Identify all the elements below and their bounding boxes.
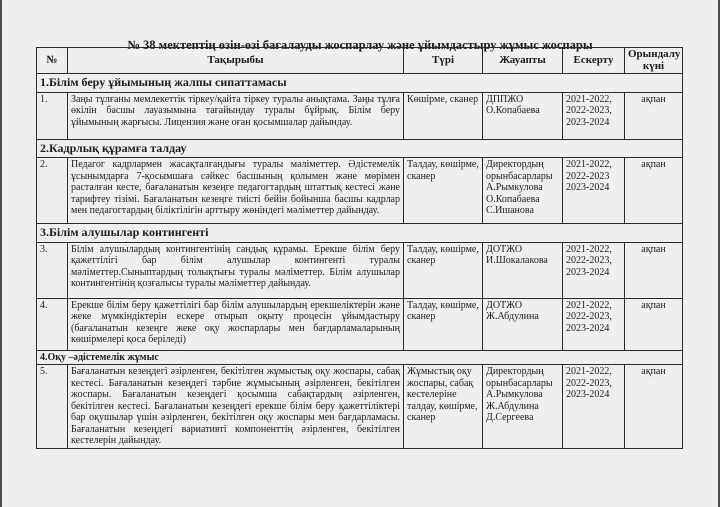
header-note: Ескерту [563,48,625,74]
row-num: 4. [37,298,68,350]
section-heading: 2.Кадрлық құрамға талдау [37,139,683,158]
row-type: Жұмыстық оқу жоспары, сабақ кестелеріне талдау, көшірме, сканер [404,365,483,449]
row-responsible: ДОТЖО Ж.Абдулина [483,298,563,350]
row-topic: Ерекше білім беру қажеттілігі бар білім алушылардың ерекшеліктерін және жеке мүмкіндіктерін ескере отырып оқыту процесін ұйымдастыру (бағаланатын кезеңге жеке оқу жоспарлары мен бағдарламаларының көшірмелері қоса беріледі) [68,298,404,350]
row-responsible: ДОТЖО И.Шокалакова [483,242,563,298]
row-topic: Білім алушылардың контингентінің сандық құрамы. Ерекше білім беру қажеттілігі бар білім алушылар контингенті туралы мәліметтер.Сыныптардың толықтығы туралы мәліметтер. Білім алушылар контингентінің қозғалысы туралы мәліметтер дайындау. [68,242,404,298]
row-note: 2021-2022, 2022-2023, 2023-2024 [563,298,625,350]
row-type: Талдау, көшірме, сканер [404,298,483,350]
table-row [37,92,683,139]
row-status: ақпан [625,298,683,350]
section-heading: 3.Білім алушылар контингенті [37,224,683,243]
header-num: № [37,48,68,74]
header-responsible: Жауапты [483,48,563,74]
document-page [2,0,718,507]
row-topic: Педагог кадрлармен жасақталғандығы туралы мәліметтер. Әдістемелік ұсынымдарға 7-қосымшаға сәйкес басшының қолымен және мөрімен расталған кесте, бағаланатын кезеңге педагогтардың штаттық кестесі және тарифтеу тізімі. Бағаланатын кезеңге тиісті бейін бойынша басшы кадрлар мен педагогтардың біліктілігін арттыру жөніндегі мәліметтер дайындау. [68,158,404,224]
row-note: 2021-2022, 2022-2023, 2023-2024 [563,242,625,298]
row-status: ақпан [625,92,683,139]
row-responsible: Директордың орынбасарлары А.Рымкулова Ж.Абдулина Д.Сергеева [483,365,563,449]
row-topic: Бағаланатын кезеңдегі әзірленген, бекітілген жұмыстық оқу жоспары, сабақ кестесі. Бағаланатын кезеңдегі тәрбие жұмысының әзірленген, бекітілген жоспары. Бағаланатын кезеңдегі қосымша сабақтардың әзірленген, бекітілген кестесі. Бағаланатын кезеңдегі ерекше білім беру қажеттіліктері бар оқушылар үшін әзірленген, бекітілген оқу жоспары мен бағдарламасы. Бағаланатын кезеңдегі вариативті компоненттің әзірленген, бекітілген кестелерін дайындау. [68,365,404,449]
row-type: Көшірме, сканер [404,92,483,139]
header-row [37,48,683,74]
table-row [37,242,683,298]
header-status: Орындалу күні [625,48,683,74]
row-responsible: ДППЖО О.Копабаева [483,92,563,139]
row-num: 2. [37,158,68,224]
row-status: ақпан [625,242,683,298]
row-responsible: Директордың орынбасарлары А.Рымкулова О.Копабаева С.Ишанова [483,158,563,224]
row-num: 5. [37,365,68,449]
header-topic: Тақырыбы [68,48,404,74]
header-type: Түрі [404,48,483,74]
row-num: 1. [37,92,68,139]
row-note: 2021-2022, 2022-2023, 2023-2024 [563,92,625,139]
section-heading: 4.Оқу –әдістемелік жұмыс [37,350,683,365]
row-type: Талдау, көшірме, сканер [404,158,483,224]
table-row [37,365,683,449]
section-heading: 1.Білім беру ұйымының жалпы сипаттамасы [37,74,683,93]
row-note: 2021-2022, 2022-2023, 2023-2024 [563,365,625,449]
row-status: ақпан [625,158,683,224]
table-row [37,298,683,350]
row-type: Талдау, көшірме, сканер [404,242,483,298]
row-status: ақпан [625,365,683,449]
page-title: № 38 мектептің өзін-өзі бағалауды жоспарлау және ұйымдастыру жұмыс жоспары [127,38,593,52]
row-num: 3. [37,242,68,298]
table-row [37,158,683,224]
row-topic: Заңы тұлғаны мемлекеттік тіркеу/қайта тіркеу туралы анықтама. Заңы тұлға өкілін басшы лауазымына тағайындау туралы бұйрық. Білім беру ұйымының жарғысы. Лицензия және оған қосымшалар дайындау. [68,92,404,139]
row-note: 2021-2022, 2022-2023 2023-2024 [563,158,625,224]
plan-table [36,47,683,449]
